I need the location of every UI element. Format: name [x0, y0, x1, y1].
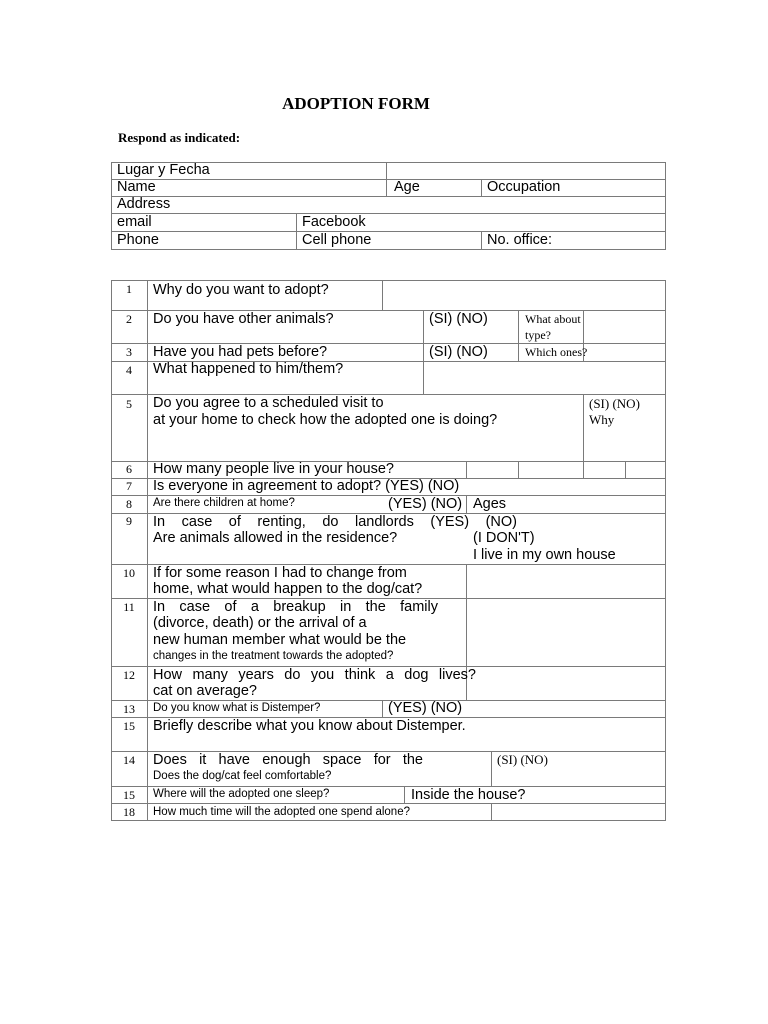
name-label: Name [117, 179, 156, 195]
follow-up-label: type? [525, 328, 551, 342]
question-text: Briefly describe what you know about Distemper. [153, 718, 466, 734]
question-number: 15 [123, 788, 135, 802]
question-number: 13 [123, 702, 135, 716]
question-text: changes in the treatment towards the adopted? [153, 650, 394, 662]
answer-options: I live in my own house [473, 547, 616, 563]
question-text: Do you agree to a scheduled visit to [153, 395, 384, 411]
answer-options: (I DON'T) [473, 530, 535, 546]
question-text: Does the dog/cat feel comfortable? [153, 770, 332, 782]
form-subtitle: Respond as indicated: [118, 130, 241, 145]
answer-options: (YES) (NO) [388, 700, 463, 716]
question-text: Does it have enough space for the [153, 752, 423, 768]
answer-options: (SI) (NO) [497, 752, 548, 767]
question-text: Is everyone in agreement to adopt? (YES) (NO) [153, 478, 460, 494]
info-row-divider [111, 196, 666, 197]
info-col-divider [481, 231, 482, 249]
question-text: In case of a breakup in the family [153, 599, 438, 615]
answer-options: (SI) (NO) [429, 344, 488, 360]
answer-options: (SI) (NO) [429, 311, 488, 327]
follow-up-label: Why [589, 412, 615, 427]
answer-options: (YES) (NO) [388, 496, 463, 512]
cell-divider [625, 461, 626, 478]
question-number: 14 [123, 753, 135, 767]
cell-divider [382, 280, 383, 310]
question-number: 10 [123, 566, 135, 580]
cell-divider [466, 461, 467, 478]
form-title: ADOPTION FORM [282, 94, 430, 113]
cell-divider [491, 803, 492, 821]
question-number: 3 [126, 345, 132, 359]
cell-divider [491, 751, 492, 786]
question-text: Why do you want to adopt? [153, 282, 329, 298]
question-text: Are animals allowed in the residence? [153, 530, 398, 546]
question-number: 12 [123, 668, 135, 682]
question-text: Have you had pets before? [153, 344, 328, 360]
info-row-divider [111, 179, 666, 180]
info-col-divider [386, 162, 387, 196]
question-number: 7 [126, 479, 132, 493]
info-col-divider [481, 179, 482, 196]
question-number: 6 [126, 462, 132, 476]
question-number: 2 [126, 312, 132, 326]
address-label: Address [117, 196, 171, 212]
question-number: 15 [123, 719, 135, 733]
info-col-divider [296, 213, 297, 249]
age-label: Age [394, 179, 420, 195]
facebook-label: Facebook [302, 214, 366, 230]
follow-up-label: Ages [473, 496, 507, 512]
question-text: How much time will the adopted one spend alone? [153, 806, 410, 818]
question-text: cat on average? [153, 683, 257, 699]
follow-up-label: What about [525, 312, 581, 326]
question-text: How many people live in your house? [153, 461, 394, 477]
question-text: How many years do you think a dog lives? [153, 667, 476, 683]
question-text: home, what would happen to the dog/cat? [153, 581, 423, 597]
question-text: Where will the adopted one sleep? [153, 788, 330, 800]
cell-divider [423, 310, 424, 394]
question-number: 4 [126, 363, 132, 377]
question-number: 1 [126, 282, 132, 296]
row-divider [111, 803, 666, 804]
cell-divider [518, 461, 519, 478]
cell-divider [404, 786, 405, 803]
question-text: In case of renting, do landlords (YES) (NO) [153, 514, 517, 530]
question-number: 18 [123, 805, 135, 819]
info-row-divider [111, 231, 666, 232]
question-text: new human member what would be the [153, 632, 407, 648]
question-text: (divorce, death) or the arrival of a [153, 615, 367, 631]
question-number: 8 [126, 497, 132, 511]
question-number: 11 [123, 600, 135, 614]
question-text: If for some reason I had to change from [153, 565, 407, 581]
follow-up-label: Inside the house? [411, 787, 526, 803]
answer-options: (SI) (NO) [589, 396, 640, 411]
email-label: email [117, 214, 152, 230]
occupation-label: Occupation [487, 179, 561, 195]
cell-divider [583, 394, 584, 478]
question-text: at your home to check how the adopted one is doing? [153, 412, 498, 428]
question-number: 9 [126, 514, 132, 528]
follow-up-label: Which ones? [525, 345, 588, 359]
question-text: Are there children at home? [153, 497, 295, 509]
cell-divider [382, 700, 383, 717]
office-number-label: No. office: [487, 232, 553, 248]
cell-divider [466, 495, 467, 513]
question-text: What happened to him/them? [153, 361, 344, 377]
cell-phone-label: Cell phone [302, 232, 372, 248]
date-place-label: Lugar y Fecha [117, 162, 210, 178]
phone-label: Phone [117, 232, 159, 248]
question-text: Do you know what is Distemper? [153, 702, 321, 714]
question-text: Do you have other animals? [153, 311, 334, 327]
cell-divider [518, 310, 519, 361]
question-number: 5 [126, 397, 132, 411]
info-row-divider [111, 213, 666, 214]
